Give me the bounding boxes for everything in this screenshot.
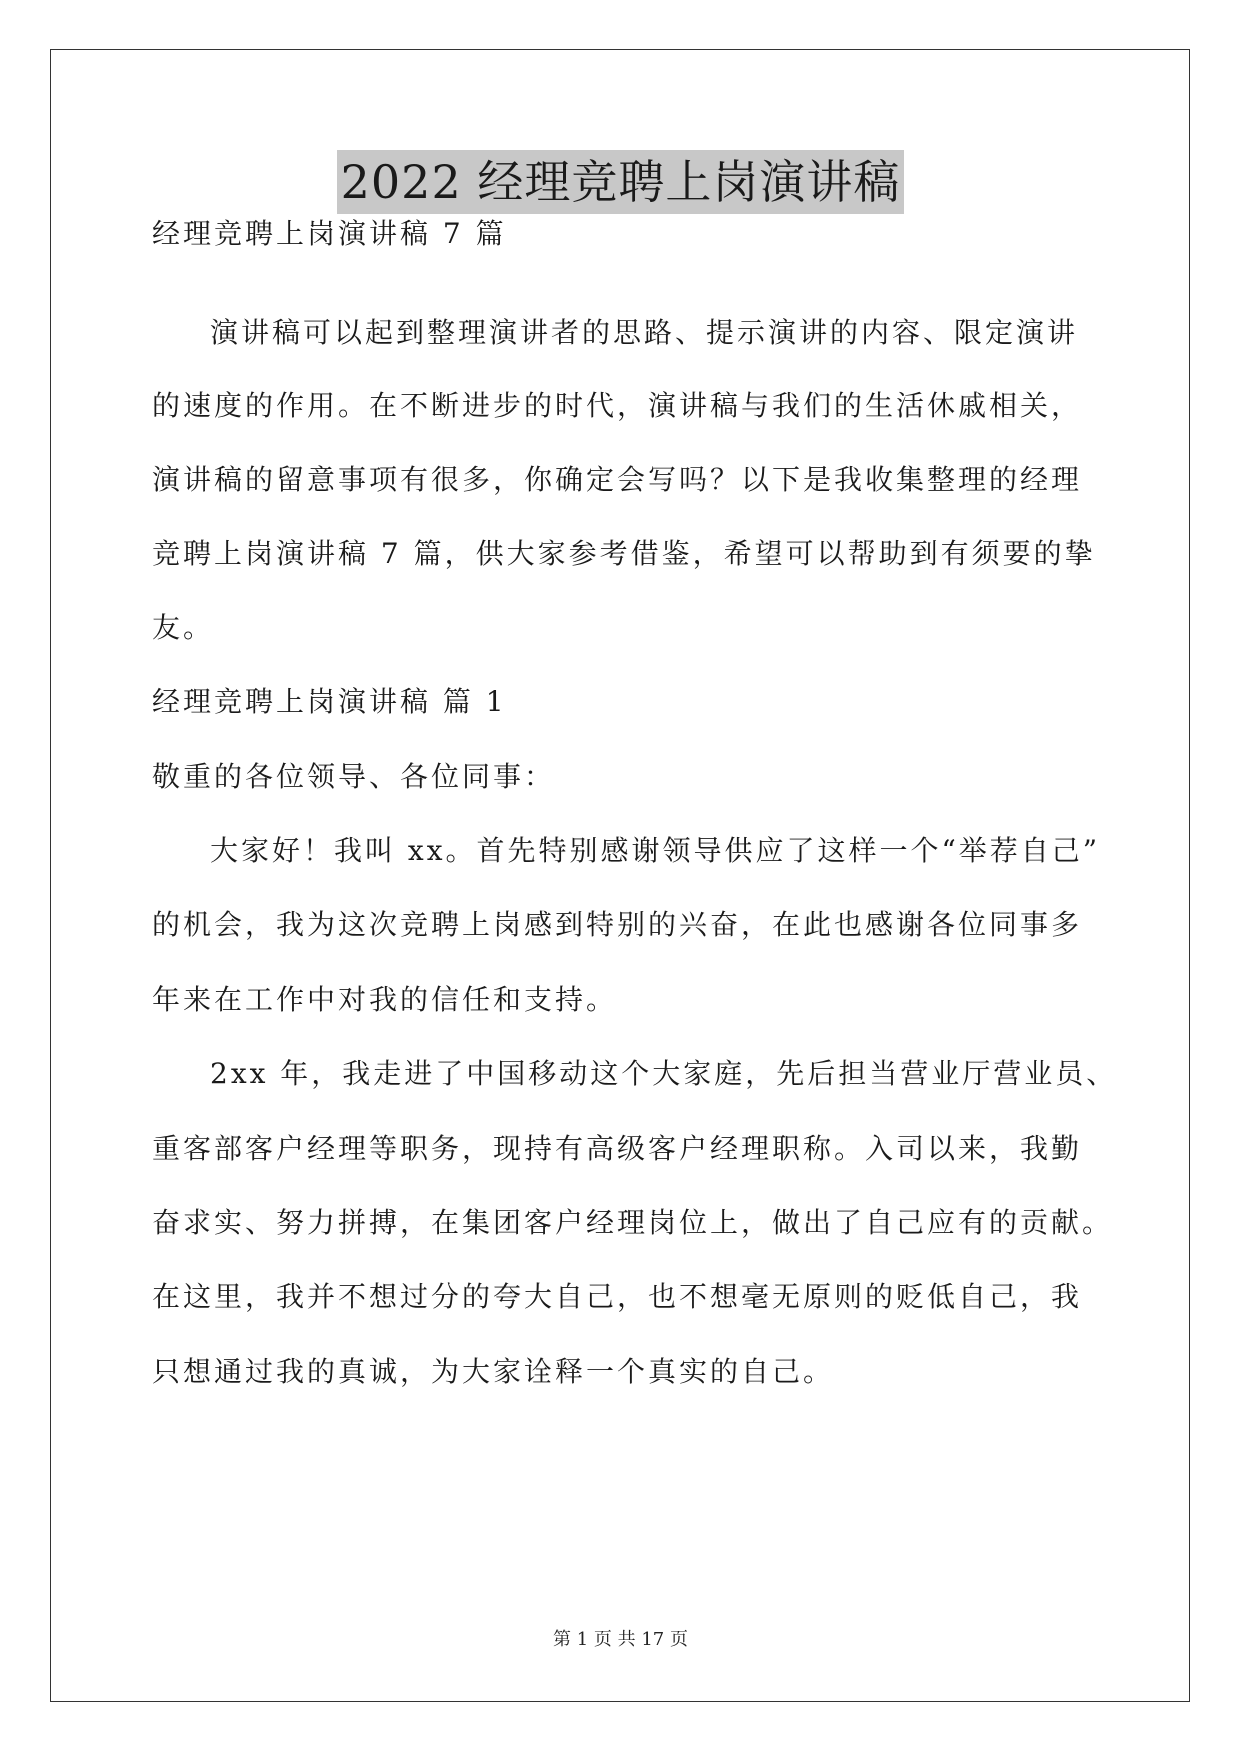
paragraph-line: 演讲稿可以起到整理演讲者的思路、提示演讲的内容、限定演讲	[210, 316, 1079, 349]
paragraph-line: 友。	[152, 611, 215, 644]
paragraph-line: 竞聘上岗演讲稿 7 篇，供大家参考借鉴，希望可以帮助到有须要的挚	[152, 537, 1096, 570]
paragraph-line: 重客部客户经理等职务，现持有高级客户经理职称。入司以来，我勤	[152, 1132, 1083, 1165]
paragraph-line: 在这里，我并不想过分的夸大自己，也不想毫无原则的贬低自己，我	[152, 1280, 1083, 1313]
paragraph-line: 演讲稿的留意事项有很多，你确定会写吗？以下是我收集整理的经理	[152, 463, 1083, 496]
paragraph-line: 大家好！我叫 xx。首先特别感谢领导供应了这样一个“举荐自己”	[210, 834, 1101, 867]
section-heading: 经理竞聘上岗演讲稿 篇 1	[152, 685, 507, 718]
document-title-container	[0, 150, 1241, 214]
paragraph-line: 奋求实、努力拼搏，在集团客户经理岗位上，做出了自己应有的贡献。	[152, 1206, 1114, 1239]
page-border	[50, 49, 1190, 1702]
page-number-footer: 第 1 页 共 17 页	[553, 1629, 688, 1650]
document-title: 2022 经理竞聘上岗演讲稿	[337, 150, 905, 214]
salutation-line: 敬重的各位领导、各位同事：	[152, 760, 556, 793]
paragraph-line: 的机会，我为这次竞聘上岗感到特别的兴奋，在此也感谢各位同事多	[152, 908, 1083, 941]
paragraph-line: 只想通过我的真诚，为大家诠释一个真实的自己。	[152, 1355, 835, 1388]
paragraph-line: 的速度的作用。在不断进步的时代，演讲稿与我们的生活休戚相关，	[152, 389, 1083, 422]
subtitle-line: 经理竞聘上岗演讲稿 7 篇	[152, 217, 507, 250]
paragraph-line: 2xx 年，我走进了中国移动这个大家庭，先后担当营业厅营业员、	[210, 1057, 1118, 1090]
paragraph-line: 年来在工作中对我的信任和支持。	[152, 983, 618, 1016]
